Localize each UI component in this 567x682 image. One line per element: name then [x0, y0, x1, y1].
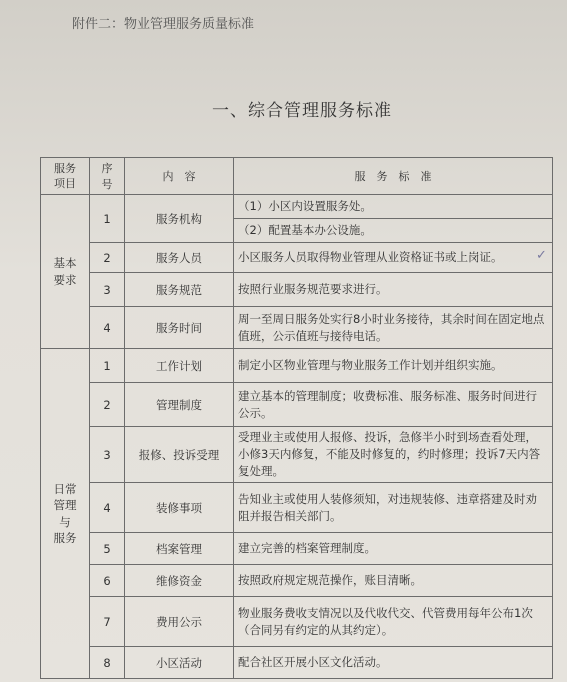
- row-number: 7: [90, 597, 125, 647]
- content-item: 费用公示: [125, 597, 234, 647]
- row-number: 2: [90, 243, 125, 273]
- content-item: 管理制度: [125, 383, 234, 427]
- content-item: 档案管理: [125, 533, 234, 565]
- service-standard: 周一至周日服务处实行8小时业务接待，其余时间在固定地点值班，公示值班与接待电话。: [234, 307, 553, 349]
- standards-table: [40, 157, 553, 679]
- content-item: 服务规范: [125, 273, 234, 307]
- service-standard: 受理业主或使用人报修、投诉，急修半小时到场查看处理，小修3天内修复，不能及时修复的，约时修理；投诉7天内答复处理。: [234, 427, 553, 483]
- row-number: 1: [90, 349, 125, 383]
- service-standard: 配合社区开展小区文化活动。: [234, 647, 553, 679]
- row-number: 8: [90, 647, 125, 679]
- service-standard: 建立完善的档案管理制度。: [234, 533, 553, 565]
- table-row: [41, 647, 553, 679]
- service-standard: 物业服务费收支情况以及代收代交、代管费用每年公布1次（合同另有约定的从其约定）。: [234, 597, 553, 647]
- row-number: 3: [90, 273, 125, 307]
- table-header-row: [41, 158, 553, 195]
- content-item: 报修、投诉受理: [125, 427, 234, 483]
- table-row: [41, 273, 553, 307]
- table-row: [41, 349, 553, 383]
- service-standard: 按照行业服务规范要求进行。: [234, 273, 553, 307]
- content-item: 服务机构: [125, 195, 234, 243]
- table-row: [41, 483, 553, 533]
- content-item: 服务人员: [125, 243, 234, 273]
- category-cell: 日常 管理 与 服务: [41, 349, 90, 679]
- pen-mark: ✓: [536, 248, 547, 263]
- service-standard: 按照政府规定规范操作，账目清晰。: [234, 565, 553, 597]
- attachment-title: 附件二：物业管理服务质量标准: [72, 17, 255, 32]
- table-row: [41, 597, 553, 647]
- header-number: 序 号: [90, 158, 125, 195]
- header-standard: 服 务 标 准: [234, 158, 553, 195]
- service-standard: 小区服务人员取得物业管理从业资格证书或上岗证。: [234, 243, 553, 273]
- content-item: 工作计划: [125, 349, 234, 383]
- table-row: [41, 533, 553, 565]
- row-number: 2: [90, 383, 125, 427]
- table-row: [41, 195, 553, 219]
- table-row: [41, 383, 553, 427]
- category-cell: 基本 要求: [41, 195, 90, 349]
- row-number: 3: [90, 427, 125, 483]
- table-row: [41, 565, 553, 597]
- section-heading: 一、综合管理服务标准: [212, 101, 392, 121]
- service-standard: （1）小区内设置服务处。: [234, 195, 553, 219]
- table-row: [41, 307, 553, 349]
- content-item: 装修事项: [125, 483, 234, 533]
- table-row: [41, 243, 553, 273]
- content-item: 服务时间: [125, 307, 234, 349]
- service-standard: （2）配置基本办公设施。: [234, 219, 553, 243]
- service-standard: 制定小区物业管理与物业服务工作计划并组织实施。: [234, 349, 553, 383]
- row-number: 4: [90, 307, 125, 349]
- row-number: 1: [90, 195, 125, 243]
- content-item: 维修资金: [125, 565, 234, 597]
- content-item: 小区活动: [125, 647, 234, 679]
- header-content: 内 容: [125, 158, 234, 195]
- row-number: 6: [90, 565, 125, 597]
- row-number: 4: [90, 483, 125, 533]
- header-category: 服务 项目: [41, 158, 90, 195]
- row-number: 5: [90, 533, 125, 565]
- service-standard: 建立基本的管理制度；收费标准、服务标准、服务时间进行公示。: [234, 383, 553, 427]
- table-row: [41, 427, 553, 483]
- service-standard: 告知业主或使用人装修须知，对违规装修、违章搭建及时劝阻并报告相关部门。: [234, 483, 553, 533]
